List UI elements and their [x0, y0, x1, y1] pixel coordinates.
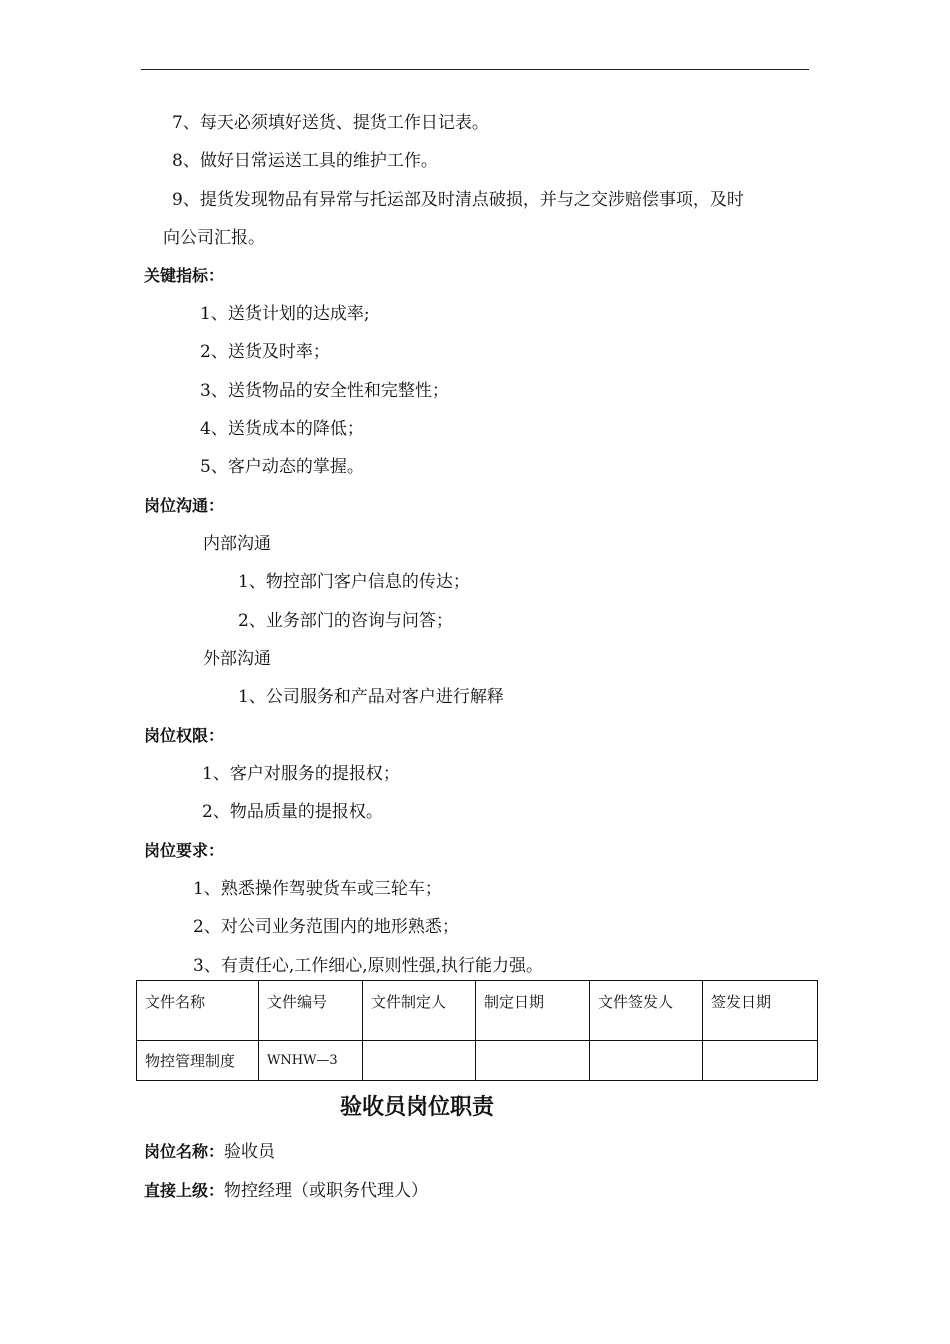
requirement-item: 1、熟悉操作驾驶货车或三轮车； [193, 879, 442, 899]
position-name-label: 岗位名称： [144, 1142, 225, 1161]
cell-file-name: 物控管理制度 [137, 1041, 259, 1081]
header-file-author: 文件制定人 [363, 981, 476, 1041]
cell-file-number: WNHW—3 [259, 1041, 363, 1081]
header-file-issuer: 文件签发人 [590, 981, 703, 1041]
table-row [137, 1041, 818, 1081]
key-indicators-heading: 关键指标： [144, 266, 225, 285]
key-indicator-item: 1、送货计划的达成率; [200, 304, 370, 324]
document-info-table [136, 980, 818, 1081]
duty-item-7: 7、每天必须填好送货、提货工作日记表。 [172, 113, 489, 133]
header-issue-date: 签发日期 [703, 981, 818, 1041]
cell-created-date [476, 1041, 590, 1081]
header-file-number: 文件编号 [259, 981, 363, 1041]
internal-communication-item: 2、业务部门的咨询与问答； [238, 611, 453, 631]
supervisor-value: 物控经理（或职务代理人） [224, 1181, 429, 1201]
position-name-line [144, 1141, 275, 1163]
section-title: 验收员岗位职责 [340, 1095, 495, 1120]
duty-item-8: 8、做好日常运送工具的维护工作。 [172, 151, 438, 171]
key-indicator-item: 3、送货物品的安全性和完整性； [200, 381, 449, 401]
duty-item-9: 9、提货发现物品有异常与托运部及时清点破损，并与之交涉赔偿事项，及时 [172, 190, 744, 210]
table-header-row [137, 981, 818, 1041]
cell-issue-date [703, 1041, 818, 1081]
internal-communication-item: 1、物控部门客户信息的传达； [238, 572, 470, 592]
internal-communication-label: 内部沟通 [203, 534, 271, 554]
requirements-heading: 岗位要求： [144, 841, 225, 860]
requirement-item: 3、有责任心,工作细心,原则性强,执行能力强。 [193, 956, 544, 976]
external-communication-item: 1、公司服务和产品对客户进行解释 [238, 687, 504, 707]
position-name-value: 验收员 [224, 1142, 276, 1162]
authority-item: 2、物品质量的提报权。 [202, 802, 383, 822]
authority-item: 1、客户对服务的提报权； [202, 764, 400, 784]
header-file-name: 文件名称 [137, 981, 259, 1041]
cell-file-author [363, 1041, 476, 1081]
supervisor-label: 直接上级： [144, 1181, 225, 1200]
requirement-item: 2、对公司业务范围内的地形熟悉； [193, 917, 459, 937]
header-created-date: 制定日期 [476, 981, 590, 1041]
cell-file-issuer [590, 1041, 703, 1081]
key-indicator-item: 2、送货及时率； [200, 342, 330, 362]
duty-item-9-continued: 向公司汇报。 [163, 228, 265, 248]
header-rule [141, 69, 809, 70]
authority-heading: 岗位权限： [144, 726, 225, 745]
external-communication-label: 外部沟通 [203, 649, 271, 669]
communication-heading: 岗位沟通： [144, 496, 225, 515]
supervisor-line [144, 1180, 428, 1202]
key-indicator-item: 4、送货成本的降低； [200, 419, 364, 439]
key-indicator-item: 5、客户动态的掌握。 [200, 457, 364, 477]
